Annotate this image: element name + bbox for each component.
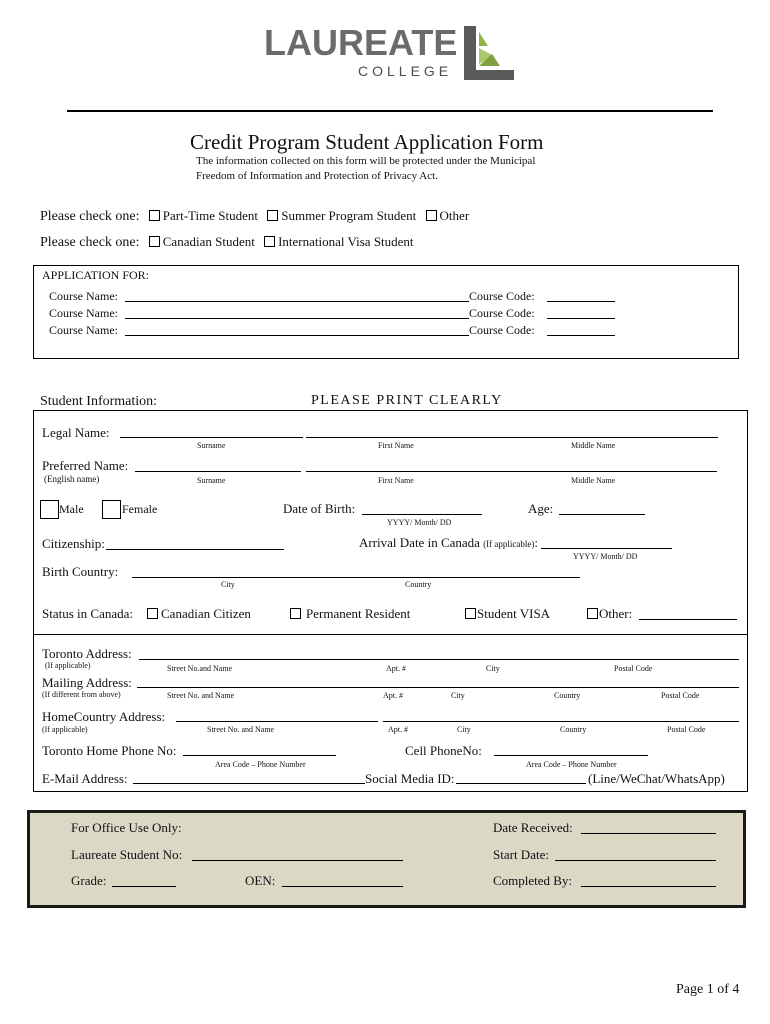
logo-mark-icon <box>464 26 516 82</box>
social-input[interactable] <box>456 783 586 784</box>
mailing-country-caption: Country <box>554 691 581 700</box>
course-code-label: Course Code: <box>469 289 535 303</box>
status-pr <box>290 606 410 622</box>
course-name-label: Course Name: <box>49 289 118 303</box>
male-checkbox[interactable] <box>40 500 59 519</box>
toronto-postal-caption: Postal Code <box>614 664 653 673</box>
email-label: E-Mail Address: <box>42 771 128 786</box>
form-title: Credit Program Student Application Form <box>190 130 544 154</box>
social-label: Social Media ID: <box>365 771 455 786</box>
start-date-label: Start Date: <box>493 847 549 862</box>
preferred-first-caption: First Name <box>378 476 414 485</box>
toronto-apt-caption: Apt. # <box>386 664 406 673</box>
email-input[interactable] <box>133 783 365 784</box>
date-received-input[interactable] <box>581 833 716 834</box>
student-no-label: Laureate Student No: <box>71 847 183 862</box>
preferred-first-input[interactable] <box>306 471 717 472</box>
age-label: Age: <box>528 501 554 516</box>
privacy-line-2: Freedom of Information and Protection of Privacy Act. <box>196 170 438 182</box>
female-checkbox[interactable] <box>102 500 121 519</box>
home-postal-caption: Postal Code <box>667 725 706 734</box>
print-clearly: PLEASE PRINT CLEARLY <box>311 393 503 408</box>
course-name-label: Course Name: <box>49 323 118 337</box>
mailing-street-caption: Street No. and Name <box>167 691 235 700</box>
visa-student-label: International Visa Student <box>278 234 414 249</box>
course-code-label: Course Code: <box>469 306 535 320</box>
mailing-address-input[interactable] <box>137 687 739 688</box>
status-row <box>42 606 133 622</box>
office-use-heading: For Office Use Only: <box>71 820 182 835</box>
course-code-label: Course Code: <box>469 323 535 337</box>
student-info-divider <box>33 634 747 635</box>
student-info-box <box>33 410 748 792</box>
check-row-program-label: Please check one: <box>40 209 140 224</box>
visa-student-checkbox[interactable] <box>264 236 275 247</box>
course-name-input[interactable] <box>125 318 469 319</box>
preferred-surname-input[interactable] <box>135 471 301 472</box>
preferred-surname-caption: Surname <box>197 476 226 485</box>
course-name-input[interactable] <box>125 335 469 336</box>
status-citizen <box>147 606 251 622</box>
preferred-middle-caption: Middle Name <box>571 476 616 485</box>
canadian-student-checkbox[interactable] <box>149 236 160 247</box>
legal-surname-caption: Surname <box>197 441 226 450</box>
mailing-address-label: Mailing Address: <box>42 675 132 690</box>
page-number: Page 1 of 4 <box>676 982 740 997</box>
cell-phone-label: Cell PhoneNo: <box>405 743 482 758</box>
dob-label: Date of Birth: <box>283 501 356 516</box>
cell-phone-caption: Area Code – Phone Number <box>526 760 617 769</box>
status-other-label: Other: <box>599 606 633 621</box>
home-phone-input[interactable] <box>183 755 336 756</box>
legal-surname-input[interactable] <box>120 437 303 438</box>
status-other-checkbox[interactable] <box>587 608 598 619</box>
home-address-label: HomeCountry Address: <box>42 709 166 724</box>
mailing-address-sub: (If different from above) <box>42 690 121 699</box>
part-time-checkbox[interactable] <box>149 210 160 221</box>
home-country-caption: Country <box>560 725 587 734</box>
start-date-input[interactable] <box>555 860 716 861</box>
home-city-caption: City <box>457 725 471 734</box>
arrival-colon: : <box>534 535 539 550</box>
legal-middle-caption: Middle Name <box>571 441 616 450</box>
mailing-postal-caption: Postal Code <box>661 691 700 700</box>
header-rule <box>67 110 713 112</box>
home-address-rest-input[interactable] <box>383 721 739 722</box>
home-address-street-input[interactable] <box>176 721 378 722</box>
visa-checkbox[interactable] <box>465 608 476 619</box>
birth-country-caption: Country <box>405 580 432 589</box>
arrival-applicable: (If applicable) <box>483 539 535 549</box>
canadian-student-label: Canadian Student <box>162 234 255 249</box>
part-time-label: Part-Time Student <box>162 208 258 223</box>
status-other <box>587 606 632 622</box>
dob-format: YYYY/ Month/ DD <box>387 518 452 527</box>
home-address-sub: (If applicable) <box>42 725 88 734</box>
toronto-address-input[interactable] <box>139 659 739 660</box>
social-hint: (Line/WeChat/WhatsApp) <box>588 771 725 786</box>
home-phone-label: Toronto Home Phone No: <box>42 743 177 758</box>
birth-city-caption: City <box>221 580 235 589</box>
course-name-label: Course Name: <box>49 306 118 320</box>
mailing-apt-caption: Apt. # <box>383 691 403 700</box>
legal-first-caption: First Name <box>378 441 414 450</box>
check-row-program <box>40 208 469 225</box>
arrival-label-text: Arrival Date in Canada <box>359 535 480 550</box>
age-input[interactable] <box>559 514 645 515</box>
male-label: Male <box>59 502 84 516</box>
home-phone-caption: Area Code – Phone Number <box>215 760 306 769</box>
citizen-label: Canadian Citizen <box>161 606 251 621</box>
privacy-line-1: The information collected on this form will be protected under the Municipal <box>196 155 536 167</box>
arrival-label <box>359 535 538 551</box>
grade-label: Grade: <box>71 873 107 888</box>
birth-country-label: Birth Country: <box>42 564 119 579</box>
course-code-input[interactable] <box>547 318 615 319</box>
student-info-heading: Student Information: <box>40 394 158 409</box>
summer-checkbox[interactable] <box>267 210 278 221</box>
other-program-checkbox[interactable] <box>426 210 437 221</box>
toronto-street-caption: Street No.and Name <box>167 664 233 673</box>
citizenship-label: Citizenship: <box>42 536 105 551</box>
toronto-address-sub: (If applicable) <box>45 661 91 670</box>
check-row-student-type <box>40 234 414 251</box>
female-label: Female <box>122 502 158 516</box>
course-name-input[interactable] <box>125 301 469 302</box>
toronto-address-label: Toronto Address: <box>42 646 132 661</box>
citizen-checkbox[interactable] <box>147 608 158 619</box>
oen-label: OEN: <box>245 873 276 888</box>
course-code-input[interactable] <box>547 301 615 302</box>
home-street-caption: Street No. and Name <box>207 725 275 734</box>
oen-input[interactable] <box>282 886 403 887</box>
cell-phone-input[interactable] <box>494 755 648 756</box>
arrival-input[interactable] <box>541 548 672 549</box>
logo-sub: COLLEGE <box>358 63 453 79</box>
student-no-input[interactable] <box>192 860 403 861</box>
preferred-name-sub: (English name) <box>44 474 100 484</box>
dob-input[interactable] <box>362 514 482 515</box>
pr-label: Permanent Resident <box>306 606 411 621</box>
completed-by-label: Completed By: <box>493 873 573 888</box>
birth-country-input[interactable] <box>132 577 580 578</box>
grade-input[interactable] <box>112 886 176 887</box>
date-received-label: Date Received: <box>493 820 573 835</box>
toronto-city-caption: City <box>486 664 500 673</box>
arrival-format: YYYY/ Month/ DD <box>573 552 638 561</box>
status-other-input[interactable] <box>639 619 737 620</box>
visa-label: Student VISA <box>477 606 551 621</box>
mailing-city-caption: City <box>451 691 465 700</box>
completed-by-input[interactable] <box>581 886 716 887</box>
pr-checkbox[interactable] <box>290 608 301 619</box>
legal-first-input[interactable] <box>306 437 718 438</box>
summer-label: Summer Program Student <box>281 208 417 223</box>
course-code-input[interactable] <box>547 335 615 336</box>
status-visa <box>465 606 550 622</box>
check-row-student-type-label: Please check one: <box>40 235 140 250</box>
legal-name-label: Legal Name: <box>42 425 110 440</box>
citizenship-input[interactable] <box>106 549 284 550</box>
application-heading: APPLICATION FOR: <box>42 268 150 282</box>
other-program-label: Other <box>439 208 470 223</box>
preferred-name-label: Preferred Name: <box>42 458 129 473</box>
home-apt-caption: Apt. # <box>388 725 408 734</box>
logo-name: LAUREATE <box>264 22 458 63</box>
status-label: Status in Canada: <box>42 606 133 621</box>
